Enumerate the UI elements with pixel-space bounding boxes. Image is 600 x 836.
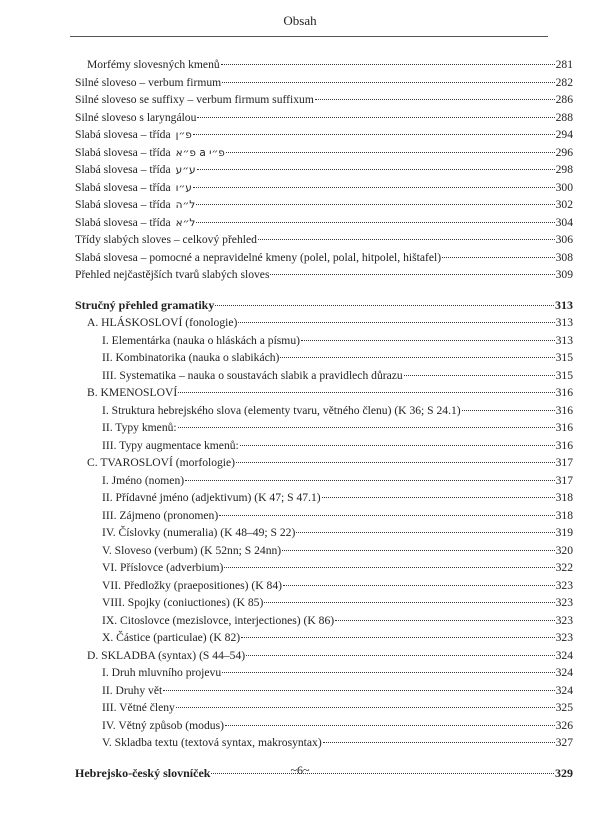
toc-entry-hebrew: ל״א	[175, 216, 196, 229]
toc-entry	[75, 734, 573, 752]
toc-entry	[75, 109, 573, 127]
dot-leader	[221, 64, 555, 65]
dot-leader	[322, 497, 555, 498]
toc-entry-page: 319	[555, 526, 573, 539]
toc-entry	[75, 664, 573, 682]
toc-entry-title: I. Jméno (nomen)	[102, 473, 185, 487]
toc-entry-page: 294	[555, 128, 573, 141]
toc-entry-page: 326	[555, 718, 573, 732]
toc-entry-title: IV. Větný způsob (modus)	[102, 718, 224, 732]
toc-entry	[75, 91, 573, 109]
toc-entry-title: Silné sloveso s laryngálou	[75, 110, 197, 124]
toc-entry-title: Slabá slovesa – třída	[75, 163, 171, 176]
toc-entry	[75, 612, 573, 630]
dot-leader	[224, 567, 554, 568]
dot-leader	[185, 480, 555, 481]
toc-entry	[75, 717, 573, 735]
toc-entry	[75, 542, 573, 560]
toc-entry	[75, 332, 573, 350]
toc-entry-title: Silné sloveso – verbum firmum	[75, 75, 222, 89]
toc-entry-page: 323	[555, 596, 573, 609]
toc-entry-page: 300	[555, 180, 573, 194]
toc-entry	[75, 699, 573, 717]
toc-entry-title: VIII. Spojky (coniuctiones) (K 85)	[102, 596, 264, 609]
toc-entry-page: 316	[555, 421, 573, 434]
dot-leader	[240, 445, 555, 446]
toc-entry	[75, 314, 573, 332]
dot-leader	[280, 357, 554, 358]
toc-entry	[75, 179, 573, 197]
toc-entry-hebrew: פ״ן	[175, 129, 192, 141]
dot-leader	[222, 672, 554, 673]
toc-entry	[75, 647, 573, 665]
toc-entry-page: 316	[555, 403, 573, 417]
toc-entry	[75, 559, 573, 577]
dot-leader	[323, 742, 555, 743]
toc-entry-page: 309	[555, 268, 573, 281]
toc-entry-title: Slabá slovesa – třída	[75, 128, 171, 141]
toc-entry-page: 313	[555, 297, 573, 312]
toc-entry-page: 316	[555, 386, 573, 399]
toc-entry	[75, 437, 573, 455]
toc-entry-hebrew: ע״ו	[175, 181, 192, 194]
toc-entry-title: Třídy slabých sloves – celkový přehled	[75, 233, 257, 246]
toc-entry-page: 317	[555, 473, 573, 487]
toc-entry-title: II. Přídavné jméno (adjektivum) (K 47; S 47.1)	[102, 491, 321, 504]
toc-entry	[75, 629, 573, 647]
toc-entry-page: 322	[555, 561, 573, 574]
toc-entry-title: A. HLÁSKOSLOVÍ (fonologie)	[87, 316, 238, 329]
toc-entry	[75, 577, 573, 595]
dot-leader	[236, 462, 555, 463]
dot-leader	[264, 602, 554, 603]
toc-entry-page: 327	[555, 736, 573, 749]
toc-entry-page: 329	[555, 765, 573, 780]
toc-entry-title: I. Druh mluvního projevu	[102, 666, 222, 679]
toc-entry-title: Morfémy slovesných kmenů	[87, 58, 220, 71]
toc-entry-page: 313	[555, 316, 573, 329]
toc-entry-page: 304	[555, 215, 573, 229]
toc-entry	[75, 507, 573, 525]
dot-leader	[225, 725, 555, 726]
dot-leader	[196, 222, 554, 223]
dot-leader	[193, 187, 555, 188]
toc-entry-title: Hebrejsko-český slovníček	[75, 765, 211, 780]
toc-entry	[75, 402, 573, 420]
toc-entry-page: 281	[555, 58, 573, 71]
dot-leader	[196, 204, 554, 205]
header-rule	[70, 36, 548, 37]
toc-entry-title: Slabá slovesa – třída	[75, 180, 171, 194]
dot-leader	[296, 532, 554, 533]
toc-entry-hebrew: פ״א a פ״י	[175, 146, 225, 159]
toc-entry	[75, 126, 573, 144]
running-header: Obsah	[283, 13, 317, 28]
dot-leader	[197, 169, 555, 170]
dot-leader	[283, 585, 555, 586]
toc-entry-page: 317	[555, 456, 573, 469]
toc-entry-page: 316	[555, 438, 573, 452]
toc-entry-title: IV. Číslovky (numeralia) (K 48–49; S 22)	[102, 526, 296, 539]
dot-leader	[178, 392, 554, 393]
toc-entry-page: 286	[555, 93, 573, 106]
dot-leader	[270, 274, 554, 275]
toc-entry-title: VI. Příslovce (adverbium)	[102, 561, 224, 574]
toc-entry	[75, 249, 573, 267]
toc-entry-page: 320	[555, 543, 573, 557]
toc-entry-title: B. KMENOSLOVÍ	[87, 386, 178, 399]
toc-entry-title: C. TVAROSLOVÍ (morfologie)	[87, 456, 236, 469]
toc-entry-title: Silné sloveso se suffixy – verbum firmum suffixum	[75, 93, 314, 106]
toc-entry-page: 296	[555, 145, 573, 159]
dot-leader	[442, 257, 555, 258]
toc-entry-title: II. Druhy vět	[102, 683, 163, 697]
toc-entry-page: 318	[555, 508, 573, 522]
toc-entry	[75, 231, 573, 249]
toc-entry	[75, 489, 573, 507]
dot-leader	[176, 707, 555, 708]
toc-entry-page: 324	[555, 648, 573, 662]
toc-entry-page: 306	[555, 233, 573, 246]
toc-entry-title: II. Typy kmenů:	[102, 421, 177, 434]
toc-entry-title: III. Zájmeno (pronomen)	[102, 508, 219, 522]
dot-leader	[197, 117, 554, 118]
toc-entry	[75, 384, 573, 402]
toc-entry	[75, 144, 573, 162]
dot-leader	[219, 515, 554, 516]
toc-entry-page: 325	[555, 701, 573, 714]
toc-entry-title: Slabá slovesa – třída	[75, 215, 171, 229]
dot-leader	[215, 305, 554, 306]
toc-entry-page: 323	[555, 578, 573, 592]
toc-entry	[75, 454, 573, 472]
toc-entry-page: 298	[555, 163, 573, 176]
toc-entry-title: Slabá slovesa – třída	[75, 145, 171, 159]
toc-entry	[75, 214, 573, 232]
toc-entry	[75, 682, 573, 700]
dot-leader	[222, 82, 554, 83]
toc-entry-title: II. Kombinatorika (nauka o slabikách)	[102, 351, 280, 364]
toc-entry	[75, 367, 573, 385]
toc-entry-page: 302	[555, 198, 573, 211]
toc-entry	[75, 196, 573, 214]
toc-entry-title: IX. Citoslovce (mezislovce, interjectiones) (K 86)	[102, 613, 335, 627]
toc-entry-title: I. Struktura hebrejského slova (elementy tvaru, větného členu) (K 36; S 24.1)	[102, 403, 461, 417]
dot-leader	[315, 99, 555, 100]
toc-entry-title: Slabá slovesa – pomocné a nepravidelné kmeny (polel, polal, hitpolel, hištafel)	[75, 250, 442, 264]
dot-leader	[282, 550, 554, 551]
toc-entry-title: D. SKLADBA (syntax) (S 44–54)	[87, 648, 246, 662]
toc-entry-page: 288	[555, 110, 573, 124]
toc-entry-title: V. Sloveso (verbum) (K 52nn; S 24nn)	[102, 543, 282, 557]
toc-entry	[75, 472, 573, 490]
toc-entry-page: 315	[555, 368, 573, 382]
toc-entry-page: 315	[555, 351, 573, 364]
toc-entry-title: I. Elementárka (nauka o hláskách a písmu)	[102, 333, 300, 347]
toc-entry	[75, 419, 573, 437]
toc-entry-hebrew: ע״ע	[175, 164, 196, 176]
dot-leader	[246, 655, 554, 656]
table-of-contents	[75, 56, 573, 782]
dot-leader	[404, 375, 555, 376]
toc-entry-page: 324	[555, 666, 573, 679]
toc-entry-title: III. Systematika – nauka o soustavách slabik a pravidlech důrazu	[102, 368, 403, 382]
toc-entry	[75, 74, 573, 92]
toc-entry-title: Přehled nejčastějších tvarů slabých sloves	[75, 268, 270, 281]
toc-entry-page: 318	[555, 491, 573, 504]
toc-entry-title: V. Skladba textu (textová syntax, makrosyntax)	[102, 736, 322, 749]
toc-entry-title: X. Částice (particulae) (K 82)	[102, 631, 241, 644]
toc-entry	[75, 161, 573, 179]
toc-entry-title: VII. Předložky (praepositiones) (K 84)	[102, 578, 282, 592]
toc-entry-title: III. Typy augmentace kmenů:	[102, 438, 239, 452]
dot-leader	[258, 239, 555, 240]
toc-entry-page: 313	[555, 333, 573, 347]
dot-leader	[301, 340, 555, 341]
dot-leader	[163, 690, 554, 691]
toc-entry	[75, 349, 573, 367]
toc-entry	[75, 524, 573, 542]
dot-leader	[462, 410, 555, 411]
toc-entry-page: 282	[555, 75, 573, 89]
toc-entry	[75, 56, 573, 74]
dot-leader	[238, 322, 554, 323]
dot-leader	[226, 152, 555, 153]
toc-entry-page: 323	[555, 613, 573, 627]
toc-entry	[75, 594, 573, 612]
toc-entry-title: Stručný přehled gramatiky	[75, 297, 215, 312]
toc-entry-hebrew: ל״ה	[175, 199, 196, 211]
toc-entry	[75, 297, 573, 315]
toc-entry	[75, 266, 573, 284]
toc-entry-title: Slabá slovesa – třída	[75, 198, 171, 211]
page-number: ~6~	[290, 763, 310, 777]
toc-entry-page: 308	[555, 250, 573, 264]
dot-leader	[193, 134, 555, 135]
dot-leader	[178, 427, 555, 428]
dot-leader	[241, 637, 555, 638]
toc-entry-page: 324	[555, 683, 573, 697]
dot-leader	[335, 620, 554, 621]
toc-entry-page: 323	[555, 631, 573, 644]
toc-entry-title: III. Větné členy	[102, 701, 175, 714]
